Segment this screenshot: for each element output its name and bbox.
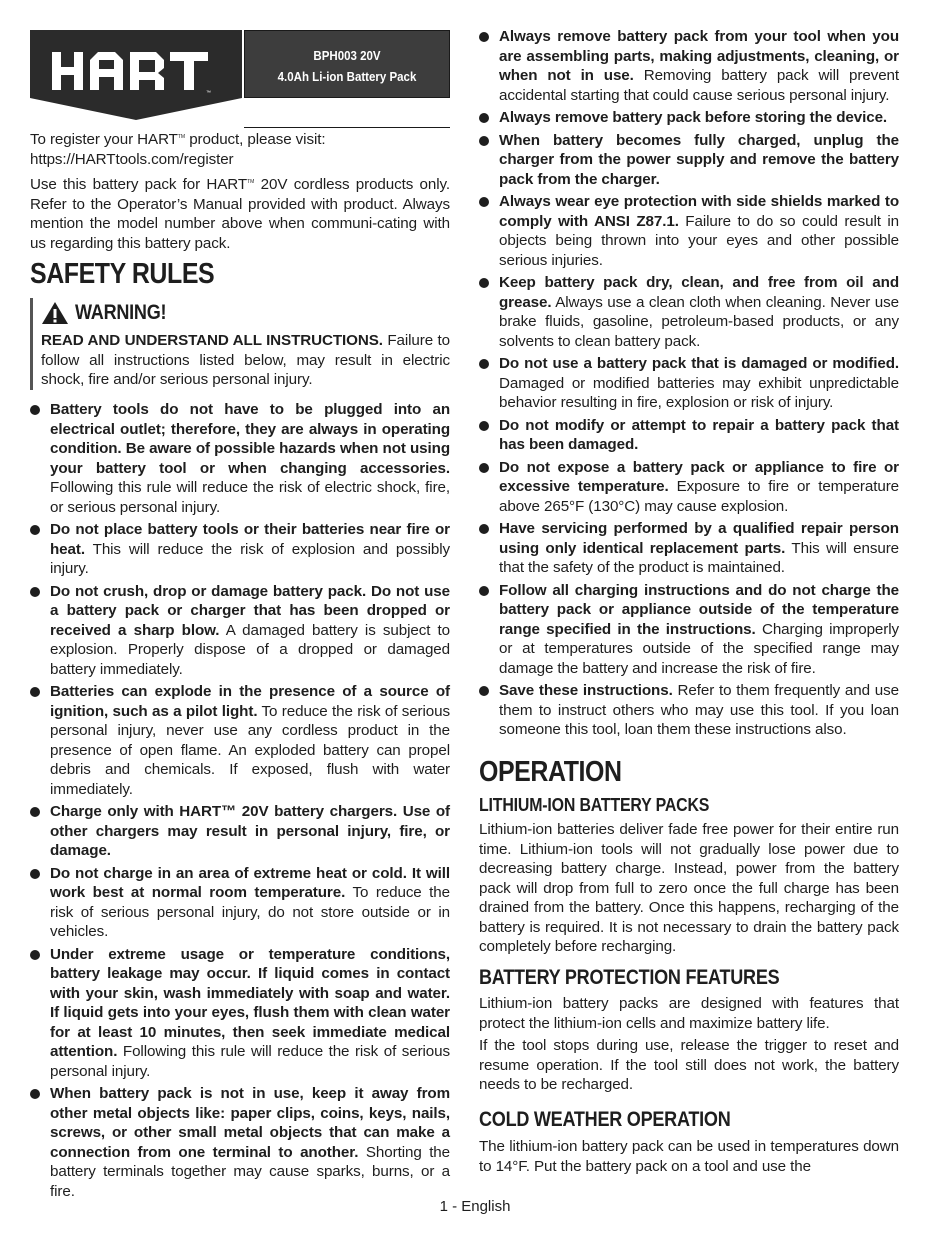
- trademark-mark: TM: [247, 179, 255, 185]
- hart-logo-icon: [30, 30, 242, 120]
- safety-bullet-item: [479, 27, 899, 105]
- usage-paragraph: [30, 173, 450, 253]
- safety-bullet-item: [30, 400, 450, 517]
- battery-protection-text-1: Lithium-ion battery packs are designed with features that protect the lithium-ion cells and maximize battery life.: [479, 995, 899, 1032]
- bullet-bold-text: When battery becomes fully charged, unplug the charger from the power supply and remove the battery pack from the charger.: [499, 131, 899, 188]
- safety-bullet-item: [479, 354, 899, 413]
- safety-bullet-item: [30, 1084, 450, 1201]
- bullet-dot-icon: [479, 32, 489, 42]
- bullet-bold-text: Do not modify or attempt to repair a battery pack that has been damaged.: [499, 416, 899, 453]
- bullet-body-text: Following this rule will reduce the risk of serious personal injury.: [50, 1043, 450, 1080]
- safety-bullet-item: [30, 582, 450, 680]
- bullet-body-text: To reduce the risk of serious personal injury, do not store outside or in vehicles.: [50, 884, 450, 940]
- safety-bullet-item: [479, 458, 899, 517]
- bullet-body-text: Removing battery pack will prevent accidental starting that could cause serious personal injury.: [499, 67, 900, 104]
- bullet-body-text: This will ensure that the safety of the product is maintained.: [499, 539, 899, 576]
- bullet-bold-text: Do not charge in an area of extreme heat or cold. It will work best at normal room temperature.: [50, 864, 450, 901]
- page-footer: 1 - English: [439, 1198, 511, 1215]
- bullet-body-text: Damaged or modified batteries may exhibit unpredictable behavior resulting in fire, explosion or risk of injury.: [499, 374, 899, 411]
- bullet-body-text: Following this rule will reduce the risk of electric shock, fire, or serious personal injury.: [50, 479, 450, 516]
- bullet-bold-text: Do not use a battery pack that is damaged or modified.: [499, 355, 899, 372]
- safety-bullet-item: [479, 273, 899, 351]
- bullet-dot-icon: [479, 586, 489, 596]
- bullet-dot-icon: [479, 463, 489, 473]
- bullet-dot-icon: [479, 136, 489, 146]
- warning-title: WARNING!: [75, 301, 167, 324]
- warning-bold-text: READ AND UNDERSTAND ALL INSTRUCTIONS.: [41, 332, 383, 349]
- bullet-bold-text: Do not crush, drop or damage battery pack. Do not use a battery pack or charger that has been dropped or received a sharp blow.: [50, 582, 450, 639]
- bullet-body-text: Failure to do so could result in objects being thrown into your eyes and other possible serious injuries.: [499, 212, 899, 269]
- warning-header: [41, 298, 450, 328]
- bullet-bold-text: Do not expose a battery pack or appliance to fire or excessive temperature.: [499, 458, 899, 495]
- safety-bullet-item: [479, 108, 899, 128]
- operation-heading: OPERATION: [479, 756, 622, 788]
- product-name: 4.0Ah Li-ion Battery Pack: [277, 70, 417, 84]
- trademark-mark: TM: [177, 134, 186, 140]
- safety-bullet-item: [479, 581, 899, 679]
- bullet-bold-text: Have servicing performed by a qualified repair person using only identical replacement parts.: [499, 520, 899, 557]
- bullet-bold-text: Always remove battery pack from your tool when you are assembling parts, making adjustments, cleaning, or when not in use.: [499, 28, 899, 84]
- safety-bullet-item: [30, 520, 450, 579]
- bullet-bold-text: Charge only with HART™ 20V battery chargers. Use of other chargers may result in personal injury, fire, or damage.: [50, 803, 450, 859]
- register-text: To register your HART: [30, 131, 178, 149]
- bullet-body-text: Charging improperly or at temperatures outside of the specified range may damage the battery and increase the risk of fire.: [499, 620, 900, 677]
- header-divider: [244, 98, 450, 128]
- bullet-bold-text: Batteries can explode in the presence of a source of ignition, such as a pilot light.: [50, 683, 450, 720]
- bullet-dot-icon: [30, 687, 40, 697]
- battery-protection-text-2: If the tool stops during use, release the trigger to reset and resume operation. If the tool still does not work, the battery needs to be recharged.: [479, 1037, 899, 1093]
- safety-rules-heading: SAFETY RULES: [30, 258, 215, 290]
- safety-bullet-item: [30, 802, 450, 861]
- bullet-body-text: Exposure to fire or temperature above 265°F (130°C) may cause explosion.: [499, 478, 899, 515]
- safety-bullet-item: [479, 519, 899, 578]
- bullet-bold-text: Always wear eye protection with side shields marked to comply with ANSI Z87.1.: [499, 193, 899, 230]
- warning-body-text: Failure to follow all instructions listed below, may result in electric shock, fire and/or serious personal injury.: [41, 332, 450, 388]
- bullet-dot-icon: [30, 1089, 40, 1099]
- model-number: BPH003 20V: [313, 49, 381, 63]
- bullet-dot-icon: [479, 197, 489, 207]
- safety-bullet-item: [479, 131, 899, 190]
- warning-box: [30, 298, 450, 390]
- usage-text-end: 20V cordless products only. Refer to the Operator’s Manual provided with product. Always mention the model number above when communi-cating with us regarding this battery pack.: [30, 176, 450, 252]
- bullet-dot-icon: [479, 278, 489, 288]
- bullet-body-text: Always use a clean cloth when cleaning. Never use brake fluids, gasoline, petroleum-based products, or any solvents to clean battery pack.: [499, 293, 899, 350]
- register-url: https://HARTtools.com/register: [30, 150, 234, 168]
- bullet-dot-icon: [479, 359, 489, 369]
- register-text-end: product, please visit:: [185, 131, 326, 149]
- bullet-dot-icon: [479, 524, 489, 534]
- bullet-bold-text: Keep battery pack dry, clean, and free from oil and grease.: [499, 274, 899, 311]
- cold-weather-heading: COLD WEATHER OPERATION: [479, 1108, 731, 1131]
- brand-logo: [30, 30, 242, 120]
- register-paragraph: [30, 128, 450, 169]
- right-safety-list: [479, 27, 899, 743]
- warning-triangle-icon: [41, 301, 69, 325]
- bullet-dot-icon: [479, 113, 489, 123]
- bullet-dot-icon: [30, 525, 40, 535]
- warning-text: [41, 331, 450, 390]
- bullet-body-text: Refer to them frequently and use them to instruct others who may use this tool. If you loan someone this tool, loan them these instructions also.: [499, 682, 899, 738]
- lithium-ion-text: Lithium-ion batteries deliver fade free power for their entire run time. Lithium-ion tools will not gradually lose power due to decreasing battery charge. Instead, power from the battery pack will drop from full to zero once the full charge has been drained from the battery. Once this happens, recharging of the battery is required. It is not necessary to drain the battery pack completely before recharging.: [479, 821, 899, 955]
- svg-text:™: ™: [206, 90, 211, 96]
- bullet-dot-icon: [30, 807, 40, 817]
- bullet-dot-icon: [30, 405, 40, 415]
- cold-weather-text: The lithium-ion battery pack can be used in temperatures down to 14°F. Put the battery pack on a tool and use the: [479, 1138, 899, 1175]
- bullet-bold-text: Always remove battery pack before storing the device.: [499, 109, 888, 126]
- safety-bullet-item: [479, 192, 899, 270]
- bullet-bold-text: When battery pack is not in use, keep it away from other metal objects like: paper clips, coins, keys, nails, screws, or other small metal objects that can make a connection from one terminal to another.: [50, 1085, 450, 1161]
- bullet-body-text: To reduce the risk of serious personal injury, never use any cordless product in the presence of open flame. An exploded battery can propel debris and chemicals. If exposed, flush with water immediately.: [50, 702, 450, 798]
- model-box: [244, 30, 450, 98]
- safety-bullet-item: [479, 681, 899, 740]
- safety-bullet-item: [30, 945, 450, 1082]
- safety-bullet-item: [479, 416, 899, 455]
- bullet-bold-text: Save these instructions.: [499, 682, 673, 699]
- battery-protection-heading: BATTERY PROTECTION FEATURES: [479, 966, 780, 989]
- left-safety-list: [30, 400, 450, 1204]
- bullet-bold-text: Under extreme usage or temperature conditions, battery leakage may occur. If liquid comes in contact with your skin, wash immediately with soap and water. If liquid gets into your eyes, flush them with clean water for at least 10 minutes, then seek immediate medical attention.: [50, 945, 450, 1060]
- bullet-dot-icon: [30, 950, 40, 960]
- bullet-bold-text: Battery tools do not have to be plugged into an electrical outlet; therefore, they are always in operating condition. Be aware of possible hazards when not using your battery tool or when changing accessories.: [50, 401, 450, 477]
- safety-bullet-item: [30, 682, 450, 799]
- bullet-body-text: Shorting the battery terminals together may cause sparks, burns, or a fire.: [50, 1143, 451, 1200]
- bullet-dot-icon: [30, 587, 40, 597]
- lithium-ion-heading: LITHIUM-ION BATTERY PACKS: [479, 794, 710, 815]
- bullet-bold-text: Do not place battery tools or their batteries near fire or heat.: [50, 521, 450, 558]
- safety-bullet-item: [30, 864, 450, 942]
- bullet-dot-icon: [479, 686, 489, 696]
- header-banner: [30, 30, 450, 120]
- bullet-body-text: A damaged battery is subject to explosion. Properly dispose of a dropped or damaged battery immediately.: [50, 621, 450, 678]
- usage-text-start: Use this battery pack for HART: [30, 176, 248, 194]
- bullet-dot-icon: [30, 869, 40, 879]
- bullet-body-text: This will reduce the risk of explosion and possibly injury.: [50, 540, 450, 577]
- bullet-bold-text: Follow all charging instructions and do not charge the battery pack or appliance outside of the temperature range specified in the instructions.: [499, 581, 899, 638]
- bullet-dot-icon: [479, 421, 489, 431]
